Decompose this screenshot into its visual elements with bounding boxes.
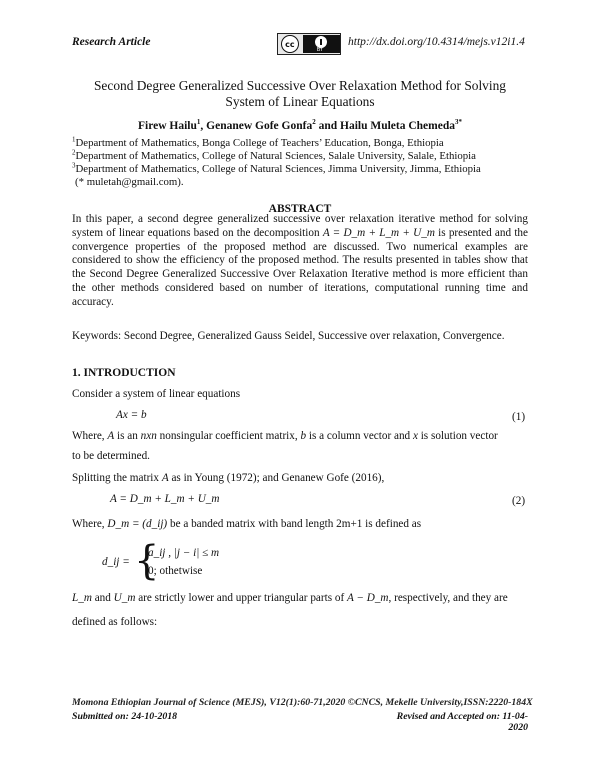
author-sep-2: and bbox=[315, 120, 340, 132]
affiliation-2-text: Department of Mathematics, College of Natural Sciences, Salale University, Salale, Ethiopia bbox=[75, 150, 476, 162]
footer-revised-date: Revised and Accepted on: 11-04-2020 bbox=[396, 711, 528, 733]
where1-d: is a column vector and bbox=[308, 430, 411, 442]
lm-symbol: L_m bbox=[72, 592, 92, 604]
paper-title bbox=[60, 78, 540, 110]
defined-as-follows: defined as follows: bbox=[72, 616, 158, 628]
equation-1: Ax = b bbox=[116, 409, 147, 421]
author-2-sup: 2 bbox=[312, 118, 316, 127]
abstract-paragraph bbox=[72, 213, 528, 310]
lm-um-end: , respectively, and they are bbox=[388, 592, 508, 604]
affiliation-3-text: Department of Mathematics, College of Natural Sciences, Jimma University, Jimma, Ethiopia bbox=[75, 163, 481, 175]
author-sep-1: , bbox=[200, 120, 207, 132]
where1-e: is solution vector bbox=[420, 430, 498, 442]
where2-math: D_m = (d_ij) bbox=[107, 518, 168, 530]
where1-A: A bbox=[107, 430, 115, 442]
where2-a: Where, bbox=[72, 518, 105, 530]
where1-b: is an bbox=[117, 430, 138, 442]
left-brace-icon: { bbox=[134, 538, 160, 584]
affiliation-2-sup: 2 bbox=[72, 148, 76, 157]
equation-2-number: (2) bbox=[512, 495, 526, 507]
author-list bbox=[60, 120, 540, 132]
decomposition-formula: A = D_m + L_m + U_m bbox=[322, 226, 435, 239]
splitting-A: A bbox=[161, 472, 169, 484]
corresponding-email[interactable]: (* muletah@gmail.com). bbox=[75, 176, 184, 188]
equation-2: A = D_m + L_m + U_m bbox=[110, 493, 220, 505]
author-1: Firew Hailu bbox=[138, 120, 197, 132]
author-1-sup: 1 bbox=[196, 118, 201, 127]
affiliation-1 bbox=[72, 137, 444, 150]
a-minus-dm: A − D_m bbox=[346, 592, 389, 604]
by-label: BY bbox=[316, 47, 323, 53]
doi-link[interactable]: http://dx.doi.org/10.4314/mejs.v12i1.4 bbox=[348, 36, 525, 48]
where-sentence-1-cont: to be determined. bbox=[72, 450, 150, 462]
intro-sentence: Consider a system of linear equations bbox=[72, 388, 241, 400]
footer-journal-citation: Momona Ethiopian Journal of Science (MEJS), V12(1):60-71,2020 ©CNCS, Mekelle University,ISSN:2220-184X bbox=[72, 697, 533, 708]
splitting-b: as in Young (1972); and Genanew Gofe (2016), bbox=[171, 472, 385, 484]
um-symbol: U_m bbox=[113, 592, 136, 604]
and-word: and bbox=[94, 592, 111, 604]
keywords: Keywords: Second Degree, Generalized Gauss Seidel, Successive over relaxation, Convergence. bbox=[72, 330, 505, 342]
equation-1-number: (1) bbox=[512, 411, 526, 423]
affiliation-2 bbox=[72, 150, 476, 163]
splitting-sentence bbox=[72, 472, 528, 486]
where1-x: x bbox=[412, 430, 418, 442]
article-type-label: Research Article bbox=[72, 36, 151, 48]
piecewise-lhs: d_ij = bbox=[102, 556, 130, 568]
abstract-text-1: In this paper, a second degree generalized successive over relaxation iterative method for solving system of linear equations based on the decomposition bbox=[72, 213, 528, 239]
where1-nxn: nxn bbox=[140, 430, 157, 442]
author-2: Genanew Gofe Gonfa bbox=[206, 120, 313, 132]
cc-icon: cc bbox=[281, 35, 299, 53]
affiliation-1-text: Department of Mathematics, Bonga College of Teachers’ Education, Bonga, Ethiopia bbox=[75, 137, 444, 149]
splitting-a: Splitting the matrix bbox=[72, 472, 160, 484]
affiliation-3-sup: 3 bbox=[72, 161, 76, 170]
affiliation-3 bbox=[72, 163, 481, 176]
creative-commons-badge[interactable] bbox=[277, 33, 341, 55]
abstract-heading: ABSTRACT bbox=[268, 203, 332, 215]
section-heading-introduction: 1. INTRODUCTION bbox=[72, 367, 176, 379]
by-attribution-icon bbox=[303, 35, 340, 53]
where-sentence-1 bbox=[72, 430, 528, 444]
title-line-1: Second Degree Generalized Successive Over Relaxation Method for Solving bbox=[93, 78, 506, 93]
where1-c: nonsingular coefficient matrix, bbox=[159, 430, 298, 442]
piecewise-case-1: a_ij , |j − i| ≤ m bbox=[148, 547, 220, 559]
affiliation-1-sup: 1 bbox=[72, 135, 76, 144]
where2-b: be a banded matrix with band length 2m+1 is defined as bbox=[169, 518, 422, 530]
title-line-2: System of Linear Equations bbox=[225, 94, 375, 109]
lm-um-text: are strictly lower and upper triangular parts of bbox=[138, 592, 345, 604]
where1-bvar: b bbox=[300, 430, 307, 442]
author-3: Hailu Muleta Chemeda bbox=[340, 120, 455, 132]
author-3-sup: 3* bbox=[455, 118, 462, 127]
piecewise-definition bbox=[102, 538, 322, 585]
piecewise-case-2: 0; othetwise bbox=[148, 565, 203, 577]
where1-a: Where, bbox=[72, 430, 105, 442]
lm-um-sentence bbox=[72, 592, 528, 606]
footer-submitted-date: Submitted on: 24-10-2018 bbox=[72, 711, 178, 722]
abstract-text-2: is presented and the convergence properties of the proposed method are discussed. Two numerical examples are considered to show the efficiency of the proposed method. The results presented in tables show that the Second Degree Generalized Successive Over Relaxation Iterative method is more efficient than the other methods considered based on number of iterations, computational running time and accuracy. bbox=[72, 226, 528, 308]
where-sentence-2 bbox=[72, 518, 528, 532]
